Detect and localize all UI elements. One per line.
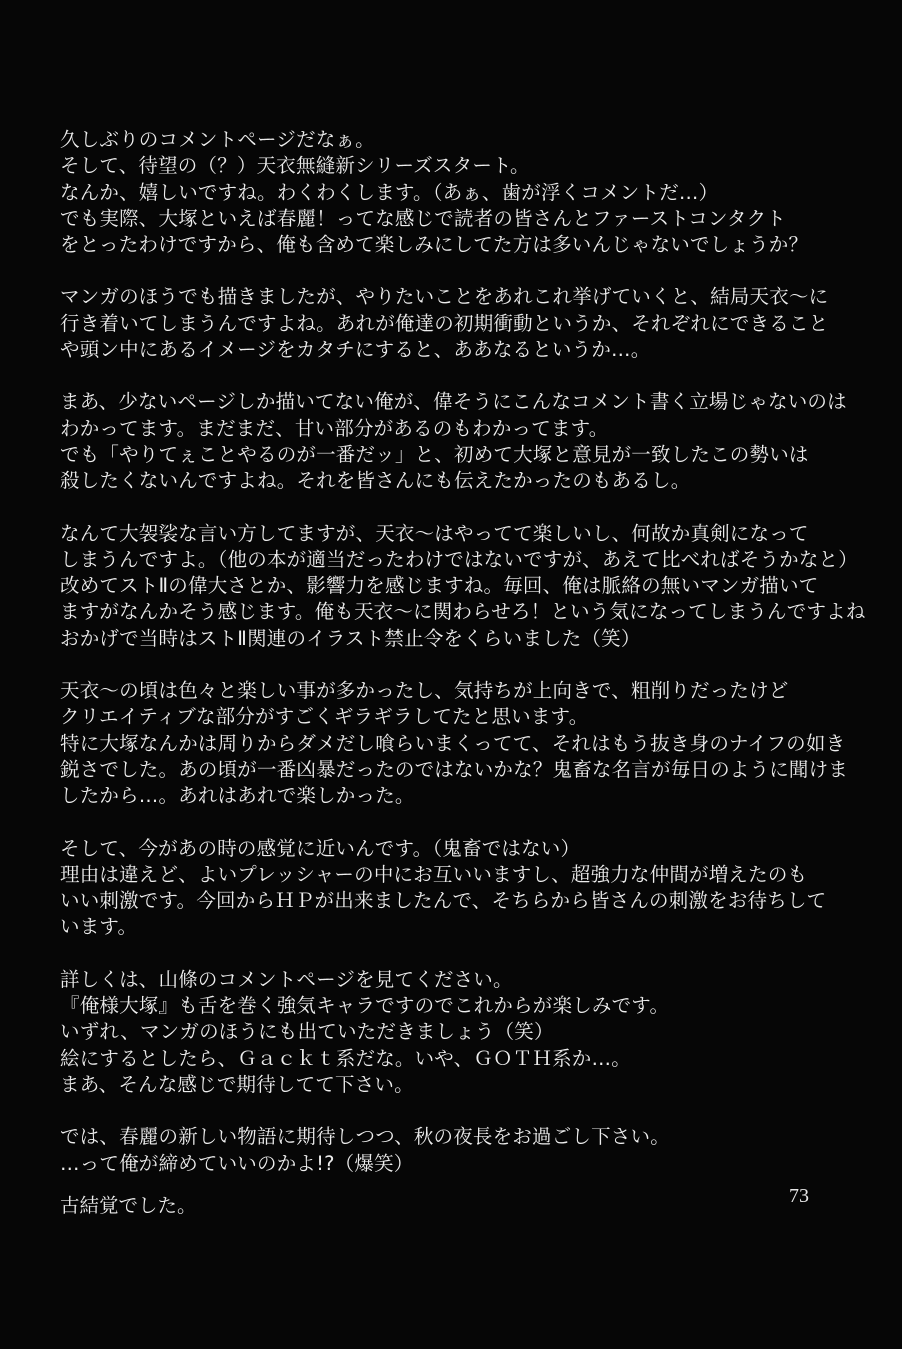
comment-line: をとったわけですから、俺も含めて楽しみにしてた方は多いんじゃないでしょうか？ <box>60 233 809 257</box>
comment-line: クリエイティブな部分がすごくギラギラしてたと思います。 <box>60 705 589 729</box>
comment-paragraph <box>60 967 890 1098</box>
comment-line: でも実際、大塚といえば春麗！ってな感じで読者の皆さんとファーストコンタクト <box>60 206 786 230</box>
comment-paragraph <box>60 127 890 258</box>
comment-line: 特に大塚なんかは周りからダメだし喰らいまくってて、それはもう抜き身のナイフの如き <box>60 731 846 755</box>
comment-paragraph <box>60 836 890 941</box>
comment-line: いずれ、マンガのほうにも出ていただきましょう（笑） <box>60 1020 554 1044</box>
comment-line: 絵にするとしたら、Ｇａｃｋｔ系だな。いや、ＧＯＴＨ系か…。 <box>60 1046 631 1070</box>
comment-line: なんか、嬉しいですね。わくわくします。（あぁ、歯が浮くコメントだ…） <box>60 180 719 204</box>
comment-paragraph <box>60 678 890 809</box>
comment-line: まあ、そんな感じで期待してて下さい。 <box>60 1072 414 1096</box>
comment-line: でも「やりてぇことやるのが一番だッ」と、初めて大塚と意見が一致したこの勢いは <box>60 442 809 466</box>
comment-line: 理由は違えど、よいプレッシャーの中にお互いいますし、超強力な仲間が増えたのも <box>60 862 808 886</box>
comment-line: そして、今があの時の感覚に近いんです。（鬼畜ではない） <box>60 836 581 860</box>
comment-line: 『俺様大塚』も舌を巻く強気キャラですのでこれからが楽しみです。 <box>60 994 670 1018</box>
comment-line: おかげで当時はストⅡ関連のイラスト禁止令をくらいました（笑） <box>60 626 641 650</box>
author-signature: 古結覚でした。 <box>60 1194 197 1217</box>
comment-paragraph <box>60 1124 890 1177</box>
comment-line: では、春麗の新しい物語に期待しつつ、秋の夜長をお過ごし下さい。 <box>60 1125 670 1149</box>
comment-line: います。 <box>60 915 138 939</box>
comment-line: 改めてストⅡの偉大さとか、影響力を感じますね。毎回、俺は脈絡の無いマンガ描いて <box>60 574 819 598</box>
comment-line: 詳しくは、山條のコメントページを見てください。 <box>60 967 513 991</box>
comment-line: わかってます。まだまだ、甘い部分があるのもわかってます。 <box>60 416 609 440</box>
comment-line: 久しぶりのコメントページだなぁ。 <box>60 128 375 151</box>
comment-line: 行き着いてしまうんですよね。あれが俺達の初期衝動というか、それぞれにできること <box>60 311 829 335</box>
comment-line: しまうんですよ。（他の本が適当だったわけではないですが、あえて比べればそうかなと） <box>60 547 858 571</box>
comment-line: したから…。あれはあれで楽しかった。 <box>60 784 415 808</box>
comment-line: 殺したくないんですよね。それを皆さんにも伝えたかったのもあるし。 <box>60 469 691 493</box>
comment-line: ますがなんかそう感じます。俺も天衣〜に関わらせろ！という気になってしまうんですよね <box>60 600 866 624</box>
comment-line: マンガのほうでも描きましたが、やりたいことをあれこれ挙げていくと、結局天衣〜に <box>60 285 829 309</box>
comment-text-body <box>60 127 890 1203</box>
comment-paragraph <box>60 284 890 363</box>
comment-line: や頭ン中にあるイメージをカタチにすると、ああなるというか…。 <box>60 338 651 362</box>
comment-paragraph <box>60 389 890 494</box>
comment-paragraph <box>60 521 890 652</box>
comment-line: …って俺が締めていいのかよ!?（爆笑） <box>60 1151 414 1175</box>
page-number: 73 <box>789 1185 809 1207</box>
comment-line: 鋭さでした。あの頃が一番凶暴だったのではないかな？鬼畜な名言が毎日のように聞けま <box>60 757 849 781</box>
comment-line: まあ、少ないページしか描いてない俺が、偉そうにこんなコメント書く立場じゃないのは <box>60 390 847 414</box>
comment-line: そして、待望の（？）天衣無縫新シリーズスタート。 <box>60 154 530 178</box>
comment-line: いい刺激です。今回からＨＰが出来ましたんで、そちらから皆さんの刺激をお待ちして <box>60 889 827 913</box>
comment-line: なんて大袈裟な言い方してますが、天衣〜はやってて楽しいし、何故か真剣になって <box>60 521 809 545</box>
comment-line: 天衣〜の頃は色々と楽しい事が多かったし、気持ちが上向きで、粗削りだったけど <box>60 679 789 703</box>
